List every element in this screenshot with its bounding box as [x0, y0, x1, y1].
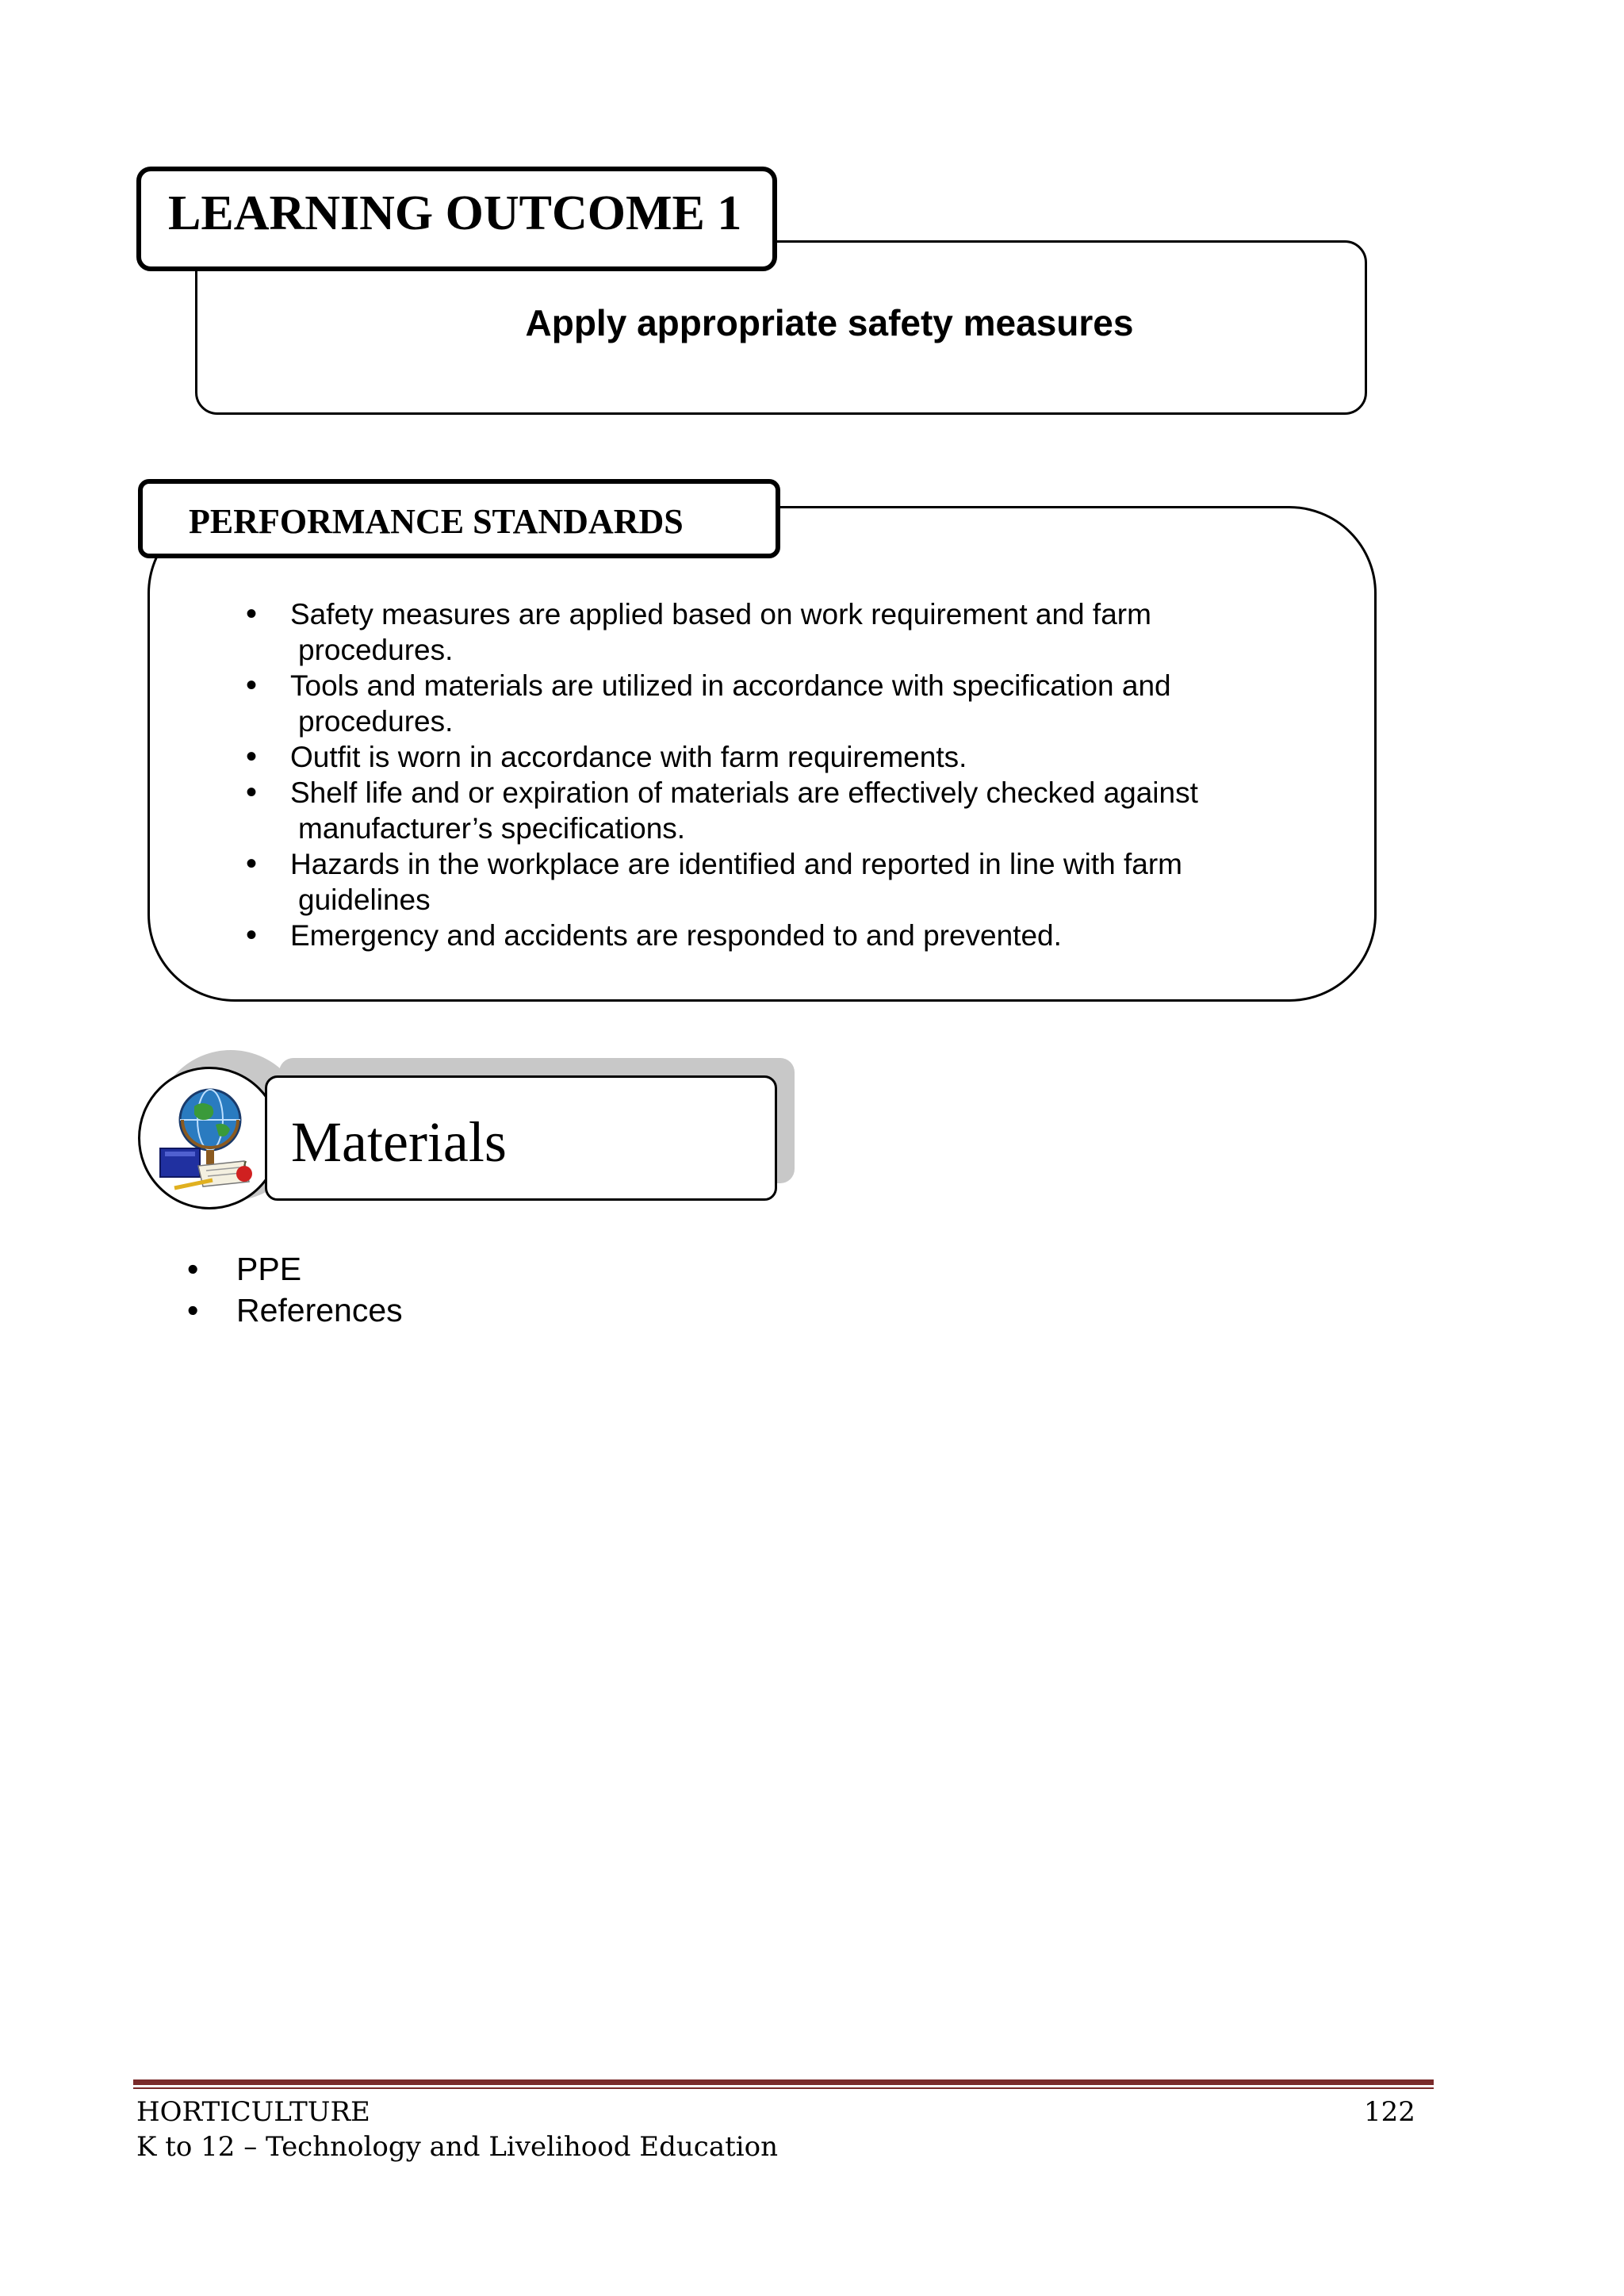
footer-subtitle: K to 12 – Technology and Livelihood Education	[136, 2131, 778, 2163]
footer-rule-thin	[133, 2087, 1434, 2089]
item-line-continued: guidelines	[298, 884, 431, 916]
list-item	[246, 668, 1316, 739]
materials-globe-icon	[151, 1079, 270, 1198]
item-line-continued: manufacturer’s specifications.	[298, 812, 686, 845]
item-line: Outfit is worn in accordance with farm requirements.	[290, 741, 967, 773]
item-line: Hazards in the workplace are identified and reported in line with farm	[290, 848, 1182, 880]
list-item	[246, 918, 1316, 953]
item-line: Tools and materials are utilized in accordance with specification and	[290, 669, 1171, 702]
list-item	[246, 596, 1316, 668]
materials-list	[187, 1248, 403, 1331]
materials-heading: Materials	[265, 1075, 777, 1201]
list-item: • PPE	[187, 1248, 403, 1290]
item-line: Safety measures are applied based on work requirement and farm	[290, 598, 1151, 631]
item-line-continued: procedures.	[298, 634, 454, 666]
list-item	[246, 775, 1316, 846]
item-line: Emergency and accidents are responded to and prevented.	[290, 919, 1062, 952]
page-number: 122	[1364, 2096, 1415, 2128]
list-item	[246, 846, 1316, 918]
item-line: Shelf life and or expiration of materials are effectively checked against	[290, 776, 1198, 809]
performance-standards-label: PERFORMANCE STANDARDS	[138, 479, 780, 558]
footer-title: HORTICULTURE	[136, 2096, 370, 2128]
learning-outcome-subtitle: Apply appropriate safety measures	[525, 302, 1134, 343]
list-item: • References	[187, 1290, 403, 1331]
performance-standards-list	[246, 596, 1316, 953]
footer-rule	[133, 2079, 1434, 2085]
learning-outcome-label: LEARNING OUTCOME 1	[136, 167, 777, 271]
list-item	[246, 739, 1316, 775]
item-line-continued: procedures.	[298, 705, 454, 738]
